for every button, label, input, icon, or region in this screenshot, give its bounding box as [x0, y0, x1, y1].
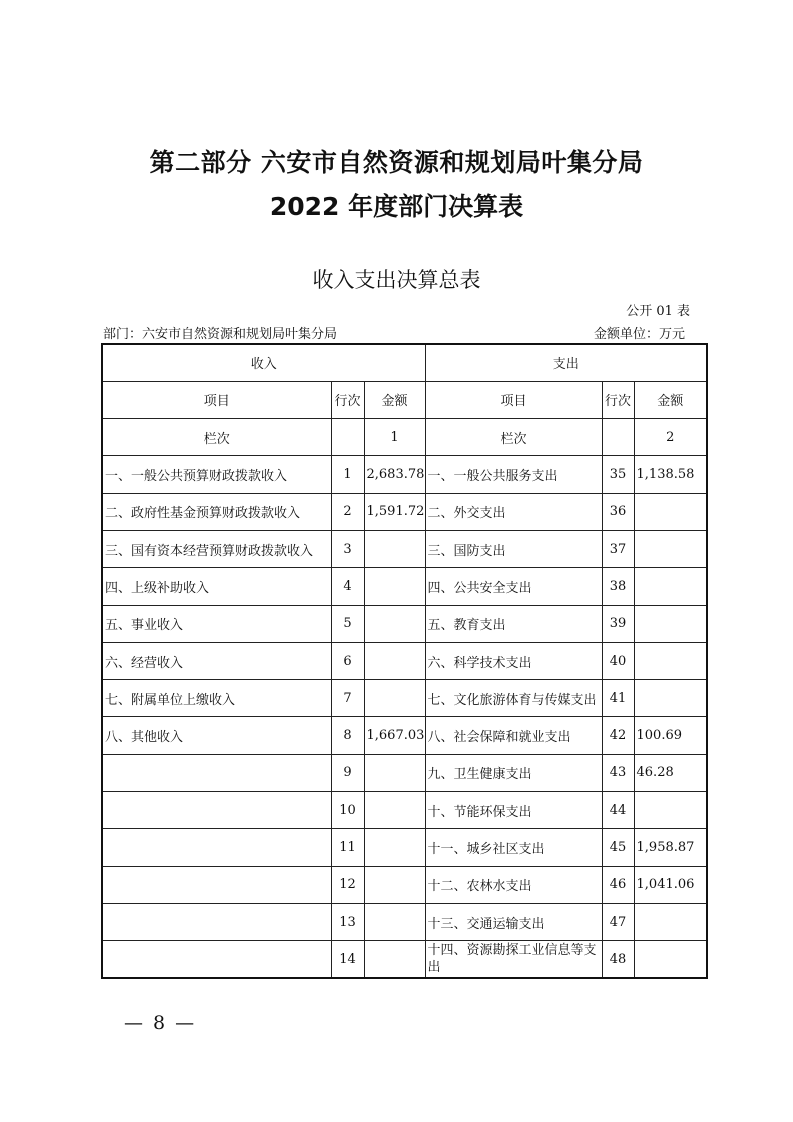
- table-row: [102, 792, 707, 829]
- income-item-cell: 七、附属单位上缴收入: [102, 680, 331, 717]
- expense-row-no-header: 行次: [602, 381, 634, 418]
- expense-row-no-cell: 48: [602, 941, 634, 978]
- income-section-header: 收入: [102, 344, 425, 381]
- expense-row-no-cell: 43: [602, 754, 634, 791]
- table-row: [102, 680, 707, 717]
- income-amount-header: 金额: [364, 381, 425, 418]
- expense-amount-header: 金额: [634, 381, 707, 418]
- expense-amount-cell: 1,041.06: [634, 866, 707, 903]
- income-amount-cell: [364, 642, 425, 679]
- expense-amount-cell: [634, 642, 707, 679]
- income-amount-cell: [364, 903, 425, 940]
- income-column-index: 1: [364, 419, 425, 456]
- income-row-no-cell: 8: [331, 717, 364, 754]
- expense-item-cell: 十、节能环保支出: [425, 792, 602, 829]
- expense-amount-cell: [634, 903, 707, 940]
- income-amount-cell: [364, 754, 425, 791]
- expense-amount-cell: 100.69: [634, 717, 707, 754]
- expense-item-cell: 五、教育支出: [425, 605, 602, 642]
- expense-row-no-cell: 35: [602, 456, 634, 493]
- table-row: [102, 903, 707, 940]
- income-amount-cell: [364, 792, 425, 829]
- expense-amount-cell: 1,138.58: [634, 456, 707, 493]
- income-item-cell: 五、事业收入: [102, 605, 331, 642]
- income-row-no-cell: 14: [331, 941, 364, 978]
- document-title: 第二部分 六安市自然资源和规划局叶集分局: [149, 148, 644, 177]
- expense-item-cell: 十三、交通运输支出: [425, 903, 602, 940]
- expense-item-cell: 十一、城乡社区支出: [425, 829, 602, 866]
- income-item-cell: 二、政府性基金预算财政拨款收入: [102, 493, 331, 530]
- income-row-no-cell: 11: [331, 829, 364, 866]
- expense-row-no-cell: 41: [602, 680, 634, 717]
- table-row: [102, 493, 707, 530]
- income-item-cell: 八、其他收入: [102, 717, 331, 754]
- expense-item-cell: 二、外交支出: [425, 493, 602, 530]
- income-expense-table: [101, 343, 708, 979]
- expense-item-cell: 四、公共安全支出: [425, 568, 602, 605]
- income-row-no-cell: 13: [331, 903, 364, 940]
- expense-row-no-cell: 46: [602, 866, 634, 903]
- form-number: 公开 01 表: [626, 304, 690, 319]
- department-label: 部门：六安市自然资源和规划局叶集分局: [103, 327, 338, 342]
- income-amount-cell: 2,683.78: [364, 456, 425, 493]
- income-item-cell: [102, 866, 331, 903]
- expense-item-cell: 三、国防支出: [425, 530, 602, 567]
- expense-row-no-cell: 47: [602, 903, 634, 940]
- expense-item-cell: 六、科学技术支出: [425, 642, 602, 679]
- expense-item-cell: 十四、资源勘探工业信息等支出: [425, 941, 602, 978]
- page-number: — 8 —: [124, 1012, 197, 1034]
- expense-amount-cell: [634, 792, 707, 829]
- income-row-no-cell: 5: [331, 605, 364, 642]
- income-item-cell: [102, 754, 331, 791]
- table-row: [102, 717, 707, 754]
- income-row-no-cell: 12: [331, 866, 364, 903]
- income-item-header: 项目: [102, 381, 331, 418]
- expense-amount-cell: [634, 568, 707, 605]
- income-item-cell: 六、经营收入: [102, 642, 331, 679]
- expense-row-no-cell: 44: [602, 792, 634, 829]
- income-row-no-cell: 2: [331, 493, 364, 530]
- income-item-cell: [102, 903, 331, 940]
- expense-item-cell: 九、卫生健康支出: [425, 754, 602, 791]
- income-item-cell: 一、一般公共预算财政拨款收入: [102, 456, 331, 493]
- income-column-index-label: 栏次: [102, 419, 331, 456]
- income-row-no-cell: 3: [331, 530, 364, 567]
- expense-amount-cell: 46.28: [634, 754, 707, 791]
- income-item-cell: 四、上级补助收入: [102, 568, 331, 605]
- income-item-cell: [102, 792, 331, 829]
- expense-column-index: 2: [634, 419, 707, 456]
- expense-item-cell: 十二、农林水支出: [425, 866, 602, 903]
- expense-column-index-empty: [602, 419, 634, 456]
- income-amount-cell: [364, 530, 425, 567]
- income-amount-cell: [364, 941, 425, 978]
- table-row: [102, 866, 707, 903]
- income-amount-cell: [364, 605, 425, 642]
- expense-item-cell: 七、文化旅游体育与传媒支出: [425, 680, 602, 717]
- expense-amount-cell: [634, 530, 707, 567]
- table-row: [102, 754, 707, 791]
- income-column-index-empty: [331, 419, 364, 456]
- expense-row-no-cell: 37: [602, 530, 634, 567]
- document-subtitle: 2022 年度部门决算表: [269, 192, 524, 221]
- income-row-no-cell: 6: [331, 642, 364, 679]
- income-row-no-header: 行次: [331, 381, 364, 418]
- expense-amount-cell: [634, 493, 707, 530]
- expense-row-no-cell: 38: [602, 568, 634, 605]
- income-item-cell: [102, 829, 331, 866]
- expense-row-no-cell: 39: [602, 605, 634, 642]
- expense-item-cell: 一、一般公共服务支出: [425, 456, 602, 493]
- expense-row-no-cell: 36: [602, 493, 634, 530]
- table-row: [102, 530, 707, 567]
- income-amount-cell: [364, 568, 425, 605]
- table-row: [102, 456, 707, 493]
- expense-section-header: 支出: [425, 344, 707, 381]
- income-amount-cell: [364, 829, 425, 866]
- income-amount-cell: 1,591.72: [364, 493, 425, 530]
- income-row-no-cell: 4: [331, 568, 364, 605]
- expense-item-header: 项目: [425, 381, 602, 418]
- amount-unit-label: 金额单位：万元: [593, 327, 685, 342]
- income-row-no-cell: 1: [331, 456, 364, 493]
- table-row: [102, 605, 707, 642]
- expense-row-no-cell: 42: [602, 717, 634, 754]
- table-row: [102, 642, 707, 679]
- table-row: [102, 829, 707, 866]
- income-amount-cell: 1,667.03: [364, 717, 425, 754]
- expense-row-no-cell: 40: [602, 642, 634, 679]
- expense-row-no-cell: 45: [602, 829, 634, 866]
- income-row-no-cell: 7: [331, 680, 364, 717]
- income-item-cell: [102, 941, 331, 978]
- income-amount-cell: [364, 680, 425, 717]
- expense-amount-cell: [634, 680, 707, 717]
- income-row-no-cell: 10: [331, 792, 364, 829]
- table-row: [102, 568, 707, 605]
- expense-amount-cell: 1,958.87: [634, 829, 707, 866]
- expense-amount-cell: [634, 941, 707, 978]
- income-item-cell: 三、国有资本经营预算财政拨款收入: [102, 530, 331, 567]
- expense-column-index-label: 栏次: [425, 419, 602, 456]
- expense-item-cell: 八、社会保障和就业支出: [425, 717, 602, 754]
- income-amount-cell: [364, 866, 425, 903]
- table-row: [102, 941, 707, 978]
- income-row-no-cell: 9: [331, 754, 364, 791]
- expense-amount-cell: [634, 605, 707, 642]
- table-title: 收入支出决算总表: [312, 268, 481, 292]
